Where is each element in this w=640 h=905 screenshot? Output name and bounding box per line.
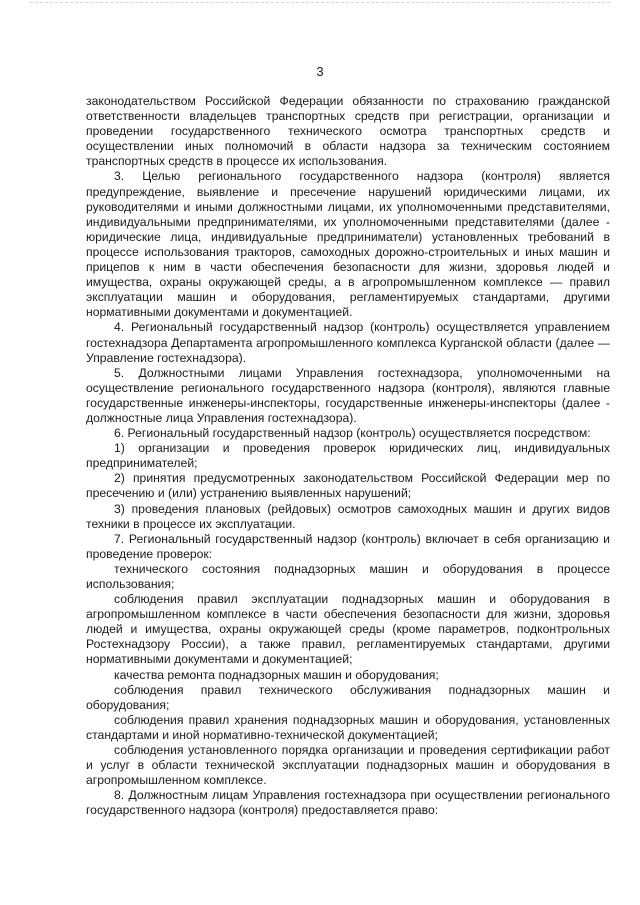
paragraph-continuation: законодательством Российской Федерации обязанности по страхованию гражданской ответственности владельцев транспортных средств при регистрации, организации и проведении государственного технического осмотра транспортных средств и осуществлении иных полномочий в области надзора за техническим состоянием транспортных средств в процессе их использования. [86,94,610,169]
paragraph-6: 6. Региональный государственный надзор (контроль) осуществляется посредством: [114,426,591,441]
paragraph-5: 5. Должностными лицами Управления гостехнадзора, уполномоченными на осуществление регионального государственного надзора (контроля), являются главные государственные инженеры-инспекторы, государственные инженеры-инспекторы (далее - должностные лица Управления гостехнадзора). [86,365,610,425]
document-body [86,94,610,819]
page-number: 3 [316,64,324,79]
list-item-6-1: 1) организации и проведения проверок юридических лиц, индивидуальных предпринимателей; [86,441,610,471]
paragraph-7: 7. Региональный государственный надзор (контроль) включает в себя организацию и проведение проверок: [86,531,610,561]
list-item-7-6: соблюдения установленного порядка организации и проведения сертификации работ и услуг в области технической эксплуатации поднадзорных машин и оборудования в агропромышленном комплексе. [86,743,610,788]
paragraph-4: 4. Региональный государственный надзор (контроль) осуществляется управлением гостехнадзора Департамента агропромышленного комплекса Курганской области (далее — Управление гостехнадзора). [86,320,610,365]
list-item-7-5: соблюдения правил хранения поднадзорных машин и оборудования, установленных стандартами и иной нормативно-технической документацией; [86,712,610,742]
list-item-6-3: 3) проведения плановых (рейдовых) осмотров самоходных машин и других видов техники в процессе их эксплуатации. [86,501,610,531]
paragraph-3: 3. Целью регионального государственного надзора (контроля) является предупреждение, выявление и пресечение нарушений юридическими лицами, их руководителями и иными должностными лицами, их уполномоченными представителями, индивидуальными предпринимателями, их уполномоченными представителями (далее - юридические лица, индивидуальные предприниматели) установленных требований в процессе использования тракторов, самоходных дорожно-строительных и иных машин и прицепов к ним в части обеспечения безопасности для жизни, здоровья людей и имущества, охраны окружающей среды, а в агропромышленном комплексе — правил эксплуатации машин и оборудования, регламентируемых стандартами, другими нормативными документами и документацией. [86,169,610,320]
list-item-7-2: соблюдения правил эксплуатации поднадзорных машин и оборудования в агропромышленном комплексе в части обеспечения безопасности для жизни, здоровья людей и имущества, охраны окружающей среды (кроме параметров, подконтрольных Ростехнадзору России), а также правил, регламентируемых стандартами, другими нормативными документами и документацией; [86,592,610,667]
list-item-7-3: качества ремонта поднадзорных машин и оборудования; [114,667,439,682]
list-item-7-4: соблюдения правил технического обслуживания поднадзорных машин и оборудования; [86,682,610,712]
list-item-7-1: технического состояния поднадзорных машин и оборудования в процессе использования; [86,561,610,591]
paragraph-8: 8. Должностным лицам Управления гостехнадзора при осуществлении регионального государственного надзора (контроля) предоставляется право: [86,788,610,818]
list-item-6-2: 2) принятия предусмотренных законодательством Российской Федерации мер по пресечению и (или) устранению выявленных нарушений; [86,471,610,501]
scan-artifact-line [30,2,610,7]
